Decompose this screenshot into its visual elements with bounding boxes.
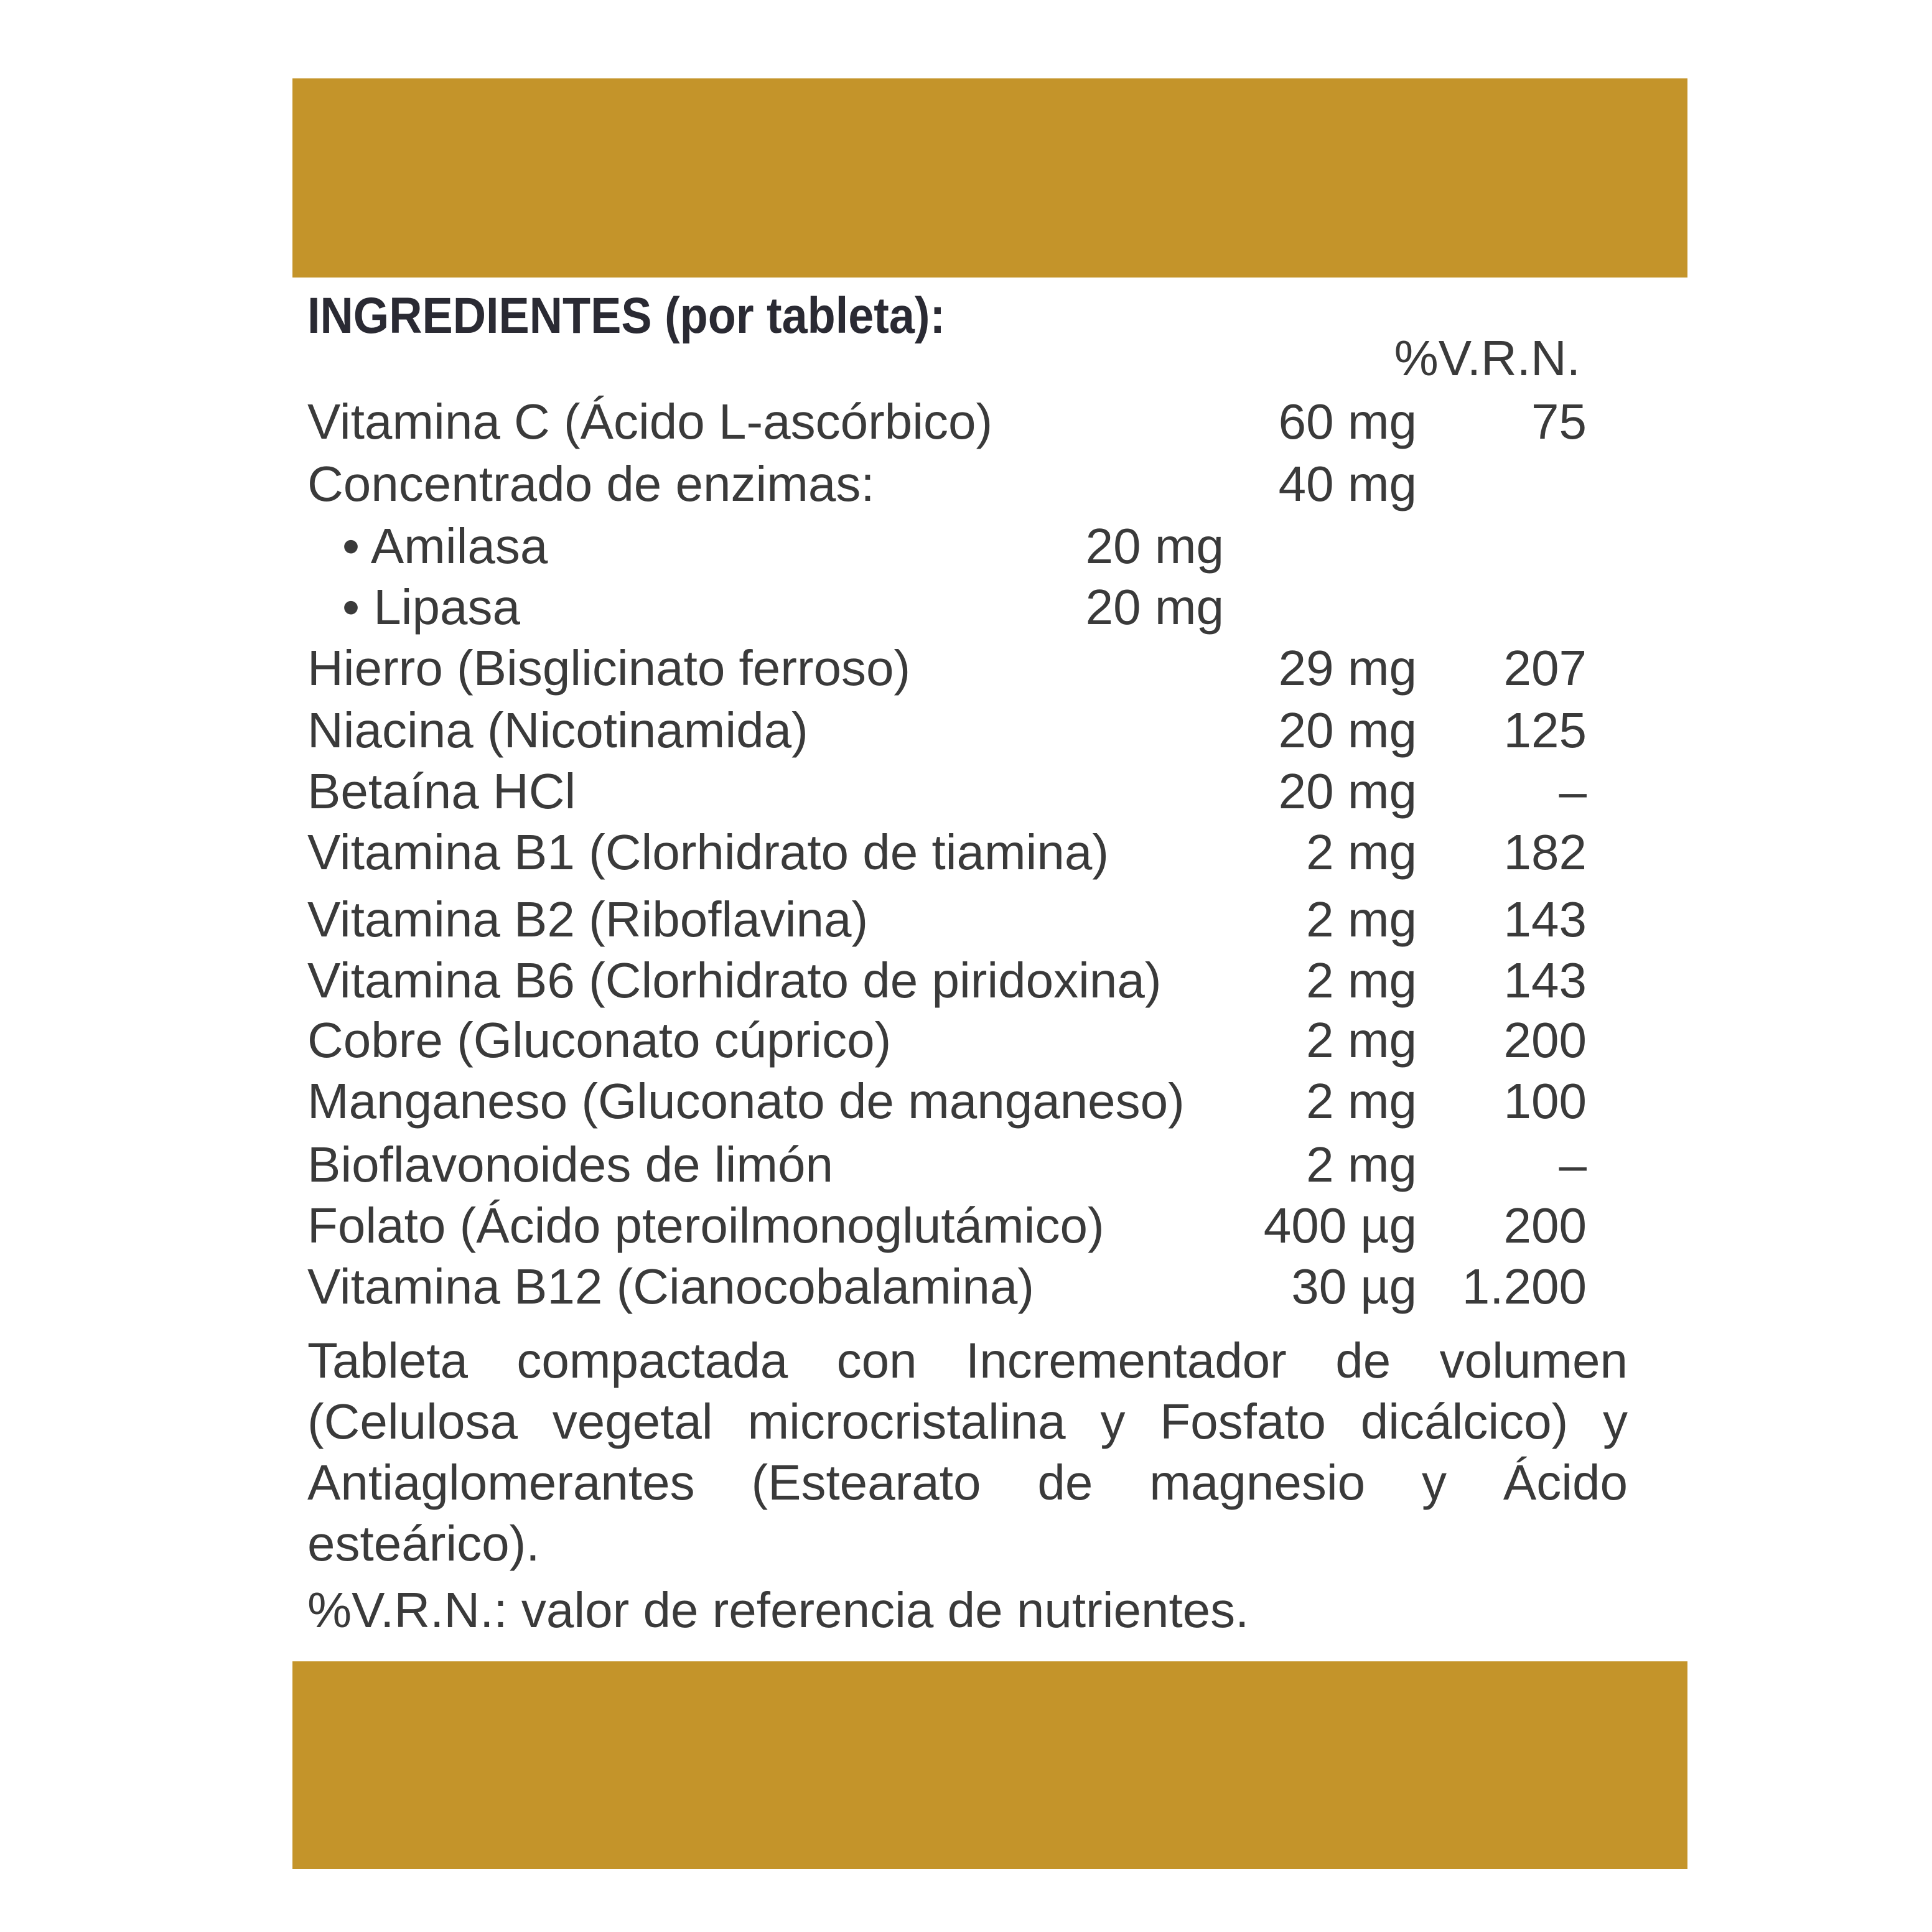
table-row: [0, 699, 1932, 762]
ingredient-amount: 2 mg: [1306, 1012, 1417, 1068]
ingredient-amount: 30 µg: [1291, 1259, 1417, 1314]
ingredient-vrn: 75: [1531, 394, 1587, 449]
ingredient-vrn: 200: [1503, 1012, 1587, 1068]
heading-bold: INGREDIENTES: [307, 287, 652, 344]
table-row: [0, 1256, 1932, 1318]
ingredient-vrn: 143: [1503, 892, 1587, 947]
table-row: [0, 1134, 1932, 1196]
ingredient-amount: 2 mg: [1306, 1073, 1417, 1129]
ingredients-heading: [307, 285, 945, 347]
ingredient-name: Bioflavonoides de limón: [307, 1137, 833, 1192]
ingredient-vrn: –: [1559, 1137, 1587, 1192]
ingredient-amount: 2 mg: [1306, 892, 1417, 947]
vrn-column-header: %V.R.N.: [1394, 330, 1580, 386]
ingredient-amount: 20 mg: [1278, 702, 1417, 758]
ingredient-amount: 2 mg: [1306, 1137, 1417, 1192]
table-row: [0, 1009, 1932, 1071]
ingredient-amount: 60 mg: [1278, 394, 1417, 449]
vrn-footnote: %V.R.N.: valor de referencia de nutrientes.: [307, 1582, 1249, 1638]
ingredient-name: Vitamina C (Ácido L-ascórbico): [307, 394, 993, 449]
ingredient-amount: 400 µg: [1263, 1198, 1417, 1253]
sub-ingredient-amount: 20 mg: [1085, 518, 1224, 574]
sub-ingredient-amount: 20 mg: [1085, 579, 1224, 635]
table-row-sub: [0, 515, 1932, 577]
ingredient-name: Niacina (Nicotinamida): [307, 702, 808, 758]
ingredient-vrn: 143: [1503, 953, 1587, 1008]
ingredient-name: Vitamina B12 (Cianocobalamina): [307, 1259, 1035, 1314]
table-row: [0, 1070, 1932, 1132]
ingredient-vrn: –: [1559, 763, 1587, 819]
bottom-color-band: [292, 1661, 1687, 1869]
ingredient-name: Hierro (Bisglicinato ferroso): [307, 640, 911, 696]
table-row-sub: [0, 576, 1932, 638]
sub-ingredient-name: • Amilasa: [342, 518, 548, 574]
ingredient-vrn: 125: [1503, 702, 1587, 758]
ingredient-name: Vitamina B1 (Clorhidrato de tiamina): [307, 824, 1109, 880]
ingredient-amount: 2 mg: [1306, 824, 1417, 880]
ingredient-name: Manganeso (Gluconato de manganeso): [307, 1073, 1185, 1129]
ingredient-vrn: 182: [1503, 824, 1587, 880]
table-row: [0, 391, 1932, 453]
ingredient-name: Cobre (Gluconato cúprico): [307, 1012, 892, 1068]
table-row: [0, 821, 1932, 884]
table-row: [0, 889, 1932, 951]
ingredient-amount: 2 mg: [1306, 953, 1417, 1008]
ingredient-name: Vitamina B6 (Clorhidrato de piridoxina): [307, 953, 1162, 1008]
ingredient-amount: 29 mg: [1278, 640, 1417, 696]
ingredient-name: Betaína HCl: [307, 763, 576, 819]
table-row: [0, 1195, 1932, 1257]
ingredient-vrn: 100: [1503, 1073, 1587, 1129]
excipients-paragraph: Tableta compactada con Incrementador de volumen (Celulosa vegetal microcristalina y Fosfato dicálcico) y Antiaglomerantes (Estearato de magnesio y Ácido esteárico).: [307, 1333, 1628, 1571]
top-color-band: [292, 78, 1687, 278]
table-row: [0, 453, 1932, 515]
ingredient-name: Concentrado de enzimas:: [307, 456, 875, 511]
table-row: [0, 760, 1932, 823]
ingredient-amount: 20 mg: [1278, 763, 1417, 819]
ingredient-vrn: 207: [1503, 640, 1587, 696]
ingredient-amount: 40 mg: [1278, 456, 1417, 511]
ingredient-name: Vitamina B2 (Riboflavina): [307, 892, 869, 947]
heading-rest: (por tableta):: [651, 287, 946, 344]
sub-ingredient-name: • Lipasa: [342, 579, 520, 635]
ingredient-vrn: 200: [1503, 1198, 1587, 1253]
table-row: [0, 637, 1932, 699]
ingredient-vrn: 1.200: [1462, 1259, 1587, 1314]
table-row: [0, 950, 1932, 1012]
ingredient-name: Folato (Ácido pteroilmonoglutámico): [307, 1198, 1104, 1253]
